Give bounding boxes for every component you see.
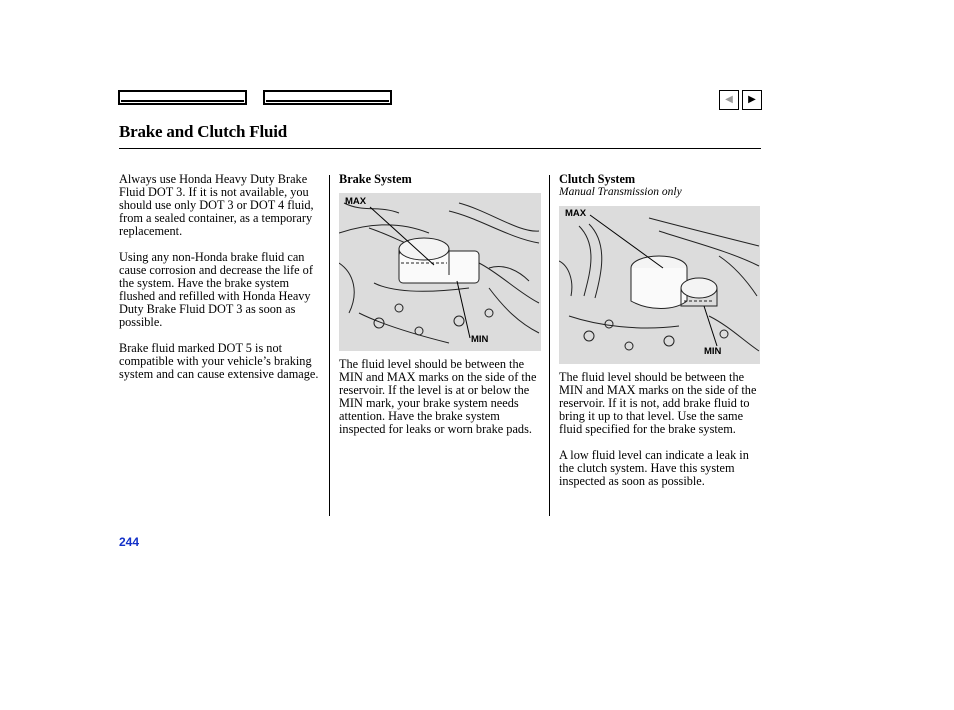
nav-tab-index[interactable] [263,90,392,105]
brake-reservoir-drawing [339,193,541,351]
clutch-min-label: MIN [704,346,722,357]
brake-min-label: MIN [471,334,489,345]
clutch-reservoir-illustration [559,206,760,364]
triangle-right-icon: ▶ [748,94,756,105]
page-title: Brake and Clutch Fluid [119,122,287,141]
paragraph-dot5-warning: Brake fluid marked DOT 5 is not compatible with your vehicle’s braking system and can cause extensive damage. [119,341,319,381]
column-divider-2 [549,175,550,516]
page-number: 244 [119,535,140,549]
clutch-system-heading: Clutch System [559,172,636,186]
column-divider-1 [329,175,330,516]
paragraph-honda-fluid: Always use Honda Heavy Duty Brake Fluid DOT 3. If it is not available, you should use only DOT 3 or DOT 4 fluid, from a sealed container, as a temporary replacement. [119,172,314,238]
clutch-leak-text: A low fluid level can indicate a leak in the clutch system. Have this system inspected as soon as possible. [559,448,749,488]
brake-fluid-level-text: The fluid level should be between the MIN and MAX marks on the side of the reservoir. If the level is at or below the MIN mark, your brake system needs attention. Have the brake system inspected for leaks or worn brake pads. [339,357,537,436]
next-page-button[interactable] [742,90,762,110]
brake-max-label: MAX [345,196,367,207]
brake-reservoir-illustration [339,193,541,351]
paragraph-non-honda-fluid: Using any non-Honda brake fluid can cause corrosion and decrease the life of the system. Have the brake system flushed and refilled with Honda Heavy Duty Brake Fluid DOT 3 as soon as possible. [119,250,313,329]
clutch-max-label: MAX [565,208,587,219]
brake-system-heading: Brake System [339,172,412,186]
clutch-reservoir-drawing [559,206,760,364]
previous-page-button[interactable] [719,90,739,110]
triangle-left-icon: ◀ [725,94,733,105]
clutch-system-subheading: Manual Transmission only [559,186,682,198]
clutch-fluid-level-text: The fluid level should be between the MIN and MAX marks on the side of the reservoir. If it is not, add brake fluid to bring it up to that level. Use the same fluid specified for the brake system. [559,370,757,436]
nav-tab-main-menu[interactable] [118,90,247,105]
brake-fluid-column [119,173,324,394]
brake-system-column [339,173,545,449]
title-divider [119,148,761,149]
clutch-system-column [559,173,763,501]
